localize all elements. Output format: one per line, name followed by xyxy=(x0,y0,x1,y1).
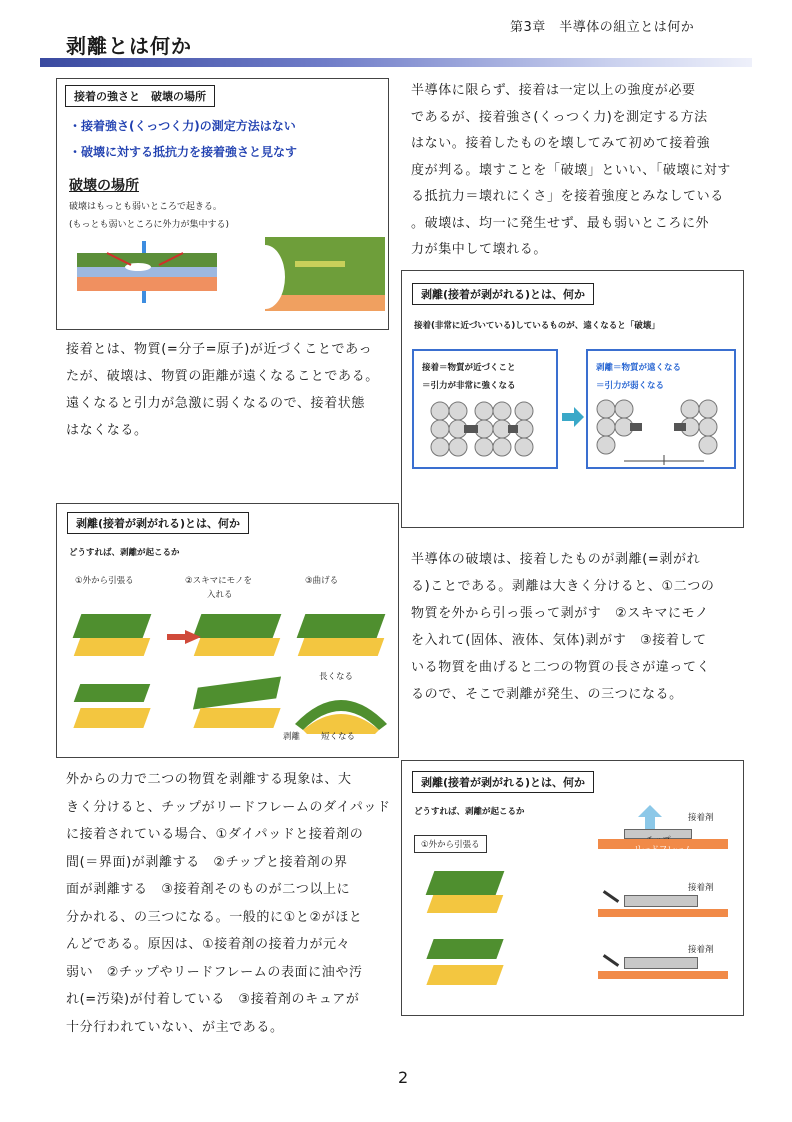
text-line: る)ことである。剥離は大きく分けると、①二つの xyxy=(411,579,715,594)
leadframe-strip xyxy=(598,839,728,855)
note-weakest: 破壊はもっとも弱いところで起きる。 xyxy=(69,202,222,212)
chip-body xyxy=(624,895,698,907)
text-line: 接着とは、物質(=分子=原子)が近づくことであっ xyxy=(66,342,373,357)
peel-arrow-icon xyxy=(603,890,619,903)
chapter-heading: 第3章 半導体の組立とは何か xyxy=(510,20,695,35)
crack-illustration xyxy=(77,253,217,303)
text-line: たが、破壊は、物質の距離が遠くなることである。 xyxy=(66,369,379,384)
arrow-down-icon xyxy=(142,291,146,303)
pull-block-bottom xyxy=(77,684,147,728)
text-line: 外からの力で二つの物質を剥離する現象は、大 xyxy=(66,772,352,787)
peel-arrow-icon xyxy=(603,954,619,967)
text-line: いる物質を曲げると二つの物質の長さが違ってく xyxy=(411,660,711,675)
bullet-resistance: ・破壊に対する抵抗力を接着強さと見なす xyxy=(69,145,298,159)
shorter-label: 短くなる xyxy=(321,732,356,742)
note-stress: (もっとも弱いところに外力が集中する) xyxy=(69,220,230,230)
crack-zoom-illustration xyxy=(265,237,385,317)
figure-caption: 接着(非常に近づいている)しているものが、遠くなると「破壊」 xyxy=(414,321,660,331)
text-line: 間(＝界面)が剥離する ②チップと接着剤の界 xyxy=(66,854,348,870)
text-line: はない。接着したものを壊してみて初めて接着強 xyxy=(411,136,711,151)
figure-box-title: 剥離(接着が剥がれる)とは、何か xyxy=(67,512,249,534)
page-title: 剥離とは何か xyxy=(66,34,192,58)
text-line: れ(=汚染)が付着している ③接着剤のキュアが xyxy=(66,992,360,1007)
figure-box-title: 剥離(接着が剥がれる)とは、何か xyxy=(412,771,594,793)
adhesion-label-2: ＝引力が非常に強くなる xyxy=(422,381,516,391)
text-line: はなくなる。 xyxy=(66,423,148,438)
text-line: る抵抗力＝壊れにくさ」を接着強度とみなしている xyxy=(411,189,724,204)
figure-box-peel-methods xyxy=(56,503,399,758)
leadframe-label: リードフレーム xyxy=(633,845,693,855)
figure-box-title: 接着の強さと 破壊の場所 xyxy=(65,85,215,107)
method-bend-label: ③曲げる xyxy=(305,576,339,586)
paragraph-adhesion-definition xyxy=(66,336,396,444)
molecule-cluster-icon xyxy=(428,399,546,463)
method-pull-label: ①外から引張る xyxy=(414,835,487,853)
leadframe-strip xyxy=(598,909,728,917)
text-line: 面が剥離する ③接着剤そのものが二つ以上に xyxy=(66,882,351,897)
text-line: んどである。原因は、①接着剤の接着力が元々 xyxy=(66,937,351,952)
chip-body xyxy=(624,829,692,839)
insert-block-bottom xyxy=(197,682,277,728)
longer-label: 長くなる xyxy=(319,672,354,682)
method-insert-label-2: 入れる xyxy=(207,590,233,600)
text-line: 遠くなると引力が急激に弱くなるので、接着状態 xyxy=(66,396,365,411)
text-line: きく分けると、チップがリードフレームのダイパッド xyxy=(66,799,391,815)
arrow-up-icon xyxy=(638,805,662,831)
arrow-right-icon xyxy=(562,407,584,427)
text-line: 分かれる、の三つになる。一般的に①と②がほと xyxy=(66,909,363,925)
text-line: 力が集中して壊れる。 xyxy=(411,242,548,257)
figure-question: どうすれば、剥離が起こるか xyxy=(414,807,525,817)
paragraph-peel-types xyxy=(411,546,761,708)
wedge-icon xyxy=(167,630,201,644)
text-line: に接着されている場合、①ダイパッドと接着剤の xyxy=(66,827,364,842)
bullet-measurement: ・接着強さ(くっつく力)の測定方法はない xyxy=(69,119,296,133)
peel-label-1: 剥離＝物質が遠くなる xyxy=(596,363,682,373)
leadframe-strip xyxy=(598,971,728,979)
adhesion-label-1: 接着＝物質が近づくこと xyxy=(422,363,516,373)
text-line: 十分行われていない、が主である。 xyxy=(66,1019,284,1035)
figure-box-chip-peel xyxy=(401,760,744,1016)
title-underline-bar xyxy=(40,58,752,67)
text-line: を入れて(固体、液体、気体)剥がす ③接着して xyxy=(411,633,707,648)
figure-box-molecules xyxy=(401,270,744,528)
method-insert-label-1: ②スキマにモノを xyxy=(185,576,253,586)
arrow-up-icon xyxy=(142,241,146,253)
figure-question: どうすれば、剥離が起こるか xyxy=(69,548,180,558)
subheading-failure-place: 破壊の場所 xyxy=(69,178,139,194)
adhesion-panel xyxy=(412,349,558,469)
peel-panel xyxy=(586,349,736,469)
text-line: 半導体に限らず、接着は一定以上の強度が必要 xyxy=(411,83,696,98)
bend-block-top xyxy=(301,614,381,658)
chip-body xyxy=(624,957,698,969)
insert-block-top xyxy=(197,614,277,658)
molecule-separated-icon xyxy=(594,397,732,467)
method-pull-label: ①外から引張る xyxy=(75,576,134,586)
figure-box-title: 剥離(接着が剥がれる)とは、何か xyxy=(412,283,594,305)
paragraph-peel-causes xyxy=(66,766,396,1041)
adhesive-label-3: 接着剤 xyxy=(688,945,714,955)
pull-block-top xyxy=(77,614,147,658)
adhesive-label-2: 接着剤 xyxy=(688,883,714,893)
page-number: 2 xyxy=(398,1068,409,1087)
text-line: るので、そこで剥離が発生、の三つになる。 xyxy=(411,687,683,702)
peel-label: 剥離 xyxy=(283,732,301,742)
text-line: 。破壊は、均一に発生せず、最も弱いところに外 xyxy=(411,215,710,231)
peel-label-2: ＝引力が弱くなる xyxy=(596,381,665,391)
bent-block-icon xyxy=(291,680,391,734)
figure-box-strength xyxy=(56,78,389,330)
text-line: 度が判る。壊すことを「破壊」といい、「破壊に対す xyxy=(411,162,731,178)
pull-block-top xyxy=(430,871,500,915)
pull-block-bottom xyxy=(430,939,500,985)
adhesive-label-1: 接着剤 xyxy=(688,813,714,823)
text-line: であるが、接着強さ(くっつく力)を測定する方法 xyxy=(411,109,708,125)
paragraph-adhesion-strength xyxy=(411,78,761,264)
text-line: 半導体の破壊は、接着したものが剥離(=剥がれ xyxy=(411,552,701,567)
text-line: 弱い ②チップやリードフレームの表面に油や汚 xyxy=(66,964,363,980)
text-line: 物質を外から引っ張って剥がす ②スキマにモノ xyxy=(411,606,709,621)
